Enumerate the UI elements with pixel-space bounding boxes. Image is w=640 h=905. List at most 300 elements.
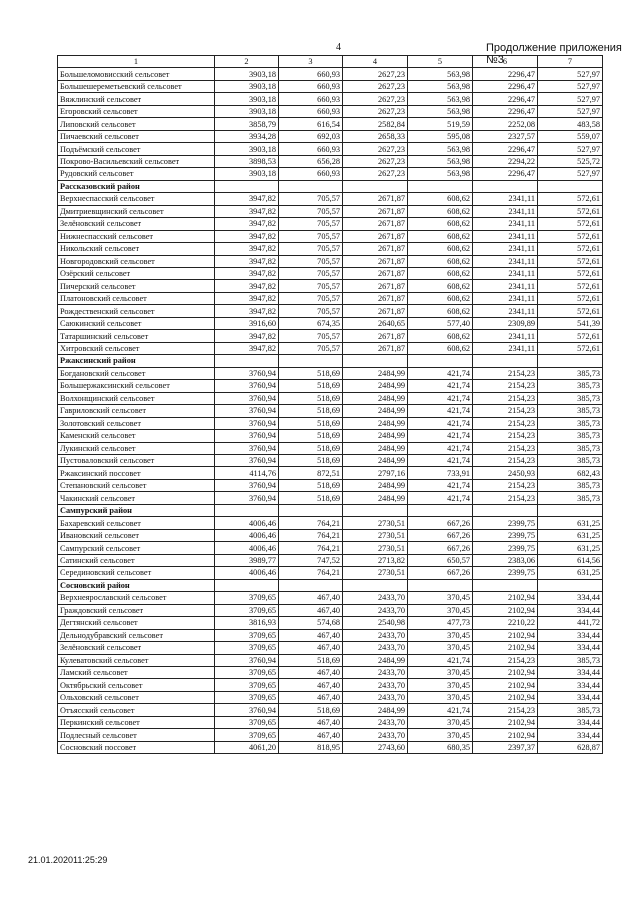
- value-cell: 421,74: [408, 417, 473, 429]
- settlement-name: Сампурский сельсовет: [58, 542, 215, 554]
- district-row: [58, 504, 603, 516]
- value-cell: 527,97: [538, 80, 603, 92]
- value-cell: 2540,98: [343, 617, 408, 629]
- value-cell: 3947,82: [215, 218, 279, 230]
- value-cell: 518,69: [279, 479, 343, 491]
- value-cell: 467,40: [279, 716, 343, 728]
- value-cell: 2154,23: [473, 380, 538, 392]
- value-cell: 764,21: [279, 542, 343, 554]
- value-cell: 2627,23: [343, 105, 408, 117]
- table-row: [58, 330, 603, 342]
- table-row: [58, 679, 603, 691]
- value-cell: 572,61: [538, 218, 603, 230]
- table-row: [58, 642, 603, 654]
- value-cell: 2154,23: [473, 405, 538, 417]
- settlement-name: Бахаревский сельсовет: [58, 517, 215, 529]
- value-cell: 2433,70: [343, 679, 408, 691]
- value-cell: 2341,11: [473, 292, 538, 304]
- value-cell: 2671,87: [343, 205, 408, 217]
- value-cell: 3760,94: [215, 392, 279, 404]
- value-cell: 2433,70: [343, 604, 408, 616]
- value-cell: 527,97: [538, 105, 603, 117]
- value-cell: 3947,82: [215, 305, 279, 317]
- table-body: [58, 68, 603, 754]
- value-cell: 2296,47: [473, 93, 538, 105]
- settlement-name: Большержаксинский сельсовет: [58, 380, 215, 392]
- settlement-name: Октябрьский сельсовет: [58, 679, 215, 691]
- value-cell: 563,98: [408, 143, 473, 155]
- table-row: [58, 417, 603, 429]
- table-row: [58, 592, 603, 604]
- value-cell: 3760,94: [215, 492, 279, 504]
- table-row: [58, 617, 603, 629]
- value-cell: 2154,23: [473, 430, 538, 442]
- value-cell: 2341,11: [473, 230, 538, 242]
- settlement-name: Хитровский сельсовет: [58, 342, 215, 354]
- value-cell: 2102,94: [473, 642, 538, 654]
- value-cell: 660,93: [279, 105, 343, 117]
- table-row: [58, 143, 603, 155]
- value-cell: 2484,99: [343, 380, 408, 392]
- value-cell: 467,40: [279, 604, 343, 616]
- settlement-name: Перкинский сельсовет: [58, 716, 215, 728]
- settlement-name: Ржаксинский поссовет: [58, 467, 215, 479]
- value-cell: 518,69: [279, 367, 343, 379]
- value-cell: 4114,76: [215, 467, 279, 479]
- value-cell: 631,25: [538, 517, 603, 529]
- value-cell: 2341,11: [473, 330, 538, 342]
- value-cell: 705,57: [279, 267, 343, 279]
- table-row: [58, 691, 603, 703]
- value-cell: 3934,28: [215, 130, 279, 142]
- value-cell: 656,28: [279, 155, 343, 167]
- settlement-name: Волхонщинский сельсовет: [58, 392, 215, 404]
- value-cell: 692,03: [279, 130, 343, 142]
- value-cell: 2341,11: [473, 218, 538, 230]
- value-cell: 608,62: [408, 230, 473, 242]
- table-row: [58, 267, 603, 279]
- value-cell: 518,69: [279, 492, 343, 504]
- value-cell: 421,74: [408, 405, 473, 417]
- value-cell: 385,73: [538, 367, 603, 379]
- value-cell: 2327,57: [473, 130, 538, 142]
- value-cell: 421,74: [408, 654, 473, 666]
- district-row: [58, 579, 603, 591]
- settlement-name: Платоновский сельсовет: [58, 292, 215, 304]
- table-row: [58, 305, 603, 317]
- value-cell: 3947,82: [215, 330, 279, 342]
- empty-cell: [343, 504, 408, 516]
- value-cell: 518,69: [279, 654, 343, 666]
- value-cell: 385,73: [538, 392, 603, 404]
- value-cell: 518,69: [279, 455, 343, 467]
- value-cell: 2627,23: [343, 80, 408, 92]
- value-cell: 2730,51: [343, 567, 408, 579]
- value-cell: 2671,87: [343, 193, 408, 205]
- value-cell: 3709,65: [215, 629, 279, 641]
- value-cell: 608,62: [408, 330, 473, 342]
- value-cell: 2484,99: [343, 367, 408, 379]
- table-row: [58, 168, 603, 180]
- value-cell: 705,57: [279, 255, 343, 267]
- table-row: [58, 467, 603, 479]
- value-cell: 660,93: [279, 68, 343, 80]
- value-cell: 2433,70: [343, 629, 408, 641]
- empty-cell: [408, 579, 473, 591]
- value-cell: 421,74: [408, 430, 473, 442]
- settlement-name: Егоровский сельсовет: [58, 105, 215, 117]
- value-cell: 385,73: [538, 654, 603, 666]
- table-row: [58, 317, 603, 329]
- value-cell: 3760,94: [215, 479, 279, 491]
- value-cell: 2671,87: [343, 267, 408, 279]
- settlement-name: Гавриловский сельсовет: [58, 405, 215, 417]
- settlement-name: Покрово-Васильевский сельсовет: [58, 155, 215, 167]
- value-cell: 563,98: [408, 168, 473, 180]
- value-cell: 2154,23: [473, 392, 538, 404]
- settlement-name: Кулеватовский сельсовет: [58, 654, 215, 666]
- value-cell: 628,87: [538, 741, 603, 753]
- appendix-caption: Продолжение приложения №3: [486, 42, 622, 66]
- value-cell: 467,40: [279, 729, 343, 741]
- settlement-name: Степановский сельсовет: [58, 479, 215, 491]
- empty-cell: [343, 180, 408, 192]
- value-cell: 2341,11: [473, 280, 538, 292]
- value-cell: 3903,18: [215, 105, 279, 117]
- value-cell: 608,62: [408, 193, 473, 205]
- value-cell: 385,73: [538, 442, 603, 454]
- value-cell: 2341,11: [473, 205, 538, 217]
- settlement-name: Пустоваловский сельсовет: [58, 455, 215, 467]
- value-cell: 2294,22: [473, 155, 538, 167]
- empty-cell: [408, 504, 473, 516]
- value-cell: 2433,70: [343, 642, 408, 654]
- empty-cell: [215, 355, 279, 367]
- value-cell: 421,74: [408, 380, 473, 392]
- value-cell: 2627,23: [343, 168, 408, 180]
- value-cell: 2399,75: [473, 567, 538, 579]
- value-cell: 4006,46: [215, 567, 279, 579]
- value-cell: 2154,23: [473, 654, 538, 666]
- settlement-name: Пичаевский сельсовет: [58, 130, 215, 142]
- table-row: [58, 442, 603, 454]
- value-cell: 385,73: [538, 492, 603, 504]
- table-row: [58, 604, 603, 616]
- value-cell: 385,73: [538, 479, 603, 491]
- value-cell: 2296,47: [473, 168, 538, 180]
- value-cell: 608,62: [408, 243, 473, 255]
- value-cell: 3989,77: [215, 554, 279, 566]
- value-cell: 2154,23: [473, 479, 538, 491]
- value-cell: 572,61: [538, 205, 603, 217]
- value-cell: 2797,16: [343, 467, 408, 479]
- value-cell: 2627,23: [343, 155, 408, 167]
- settlement-name: Верхнеспасский сельсовет: [58, 193, 215, 205]
- value-cell: 3709,65: [215, 604, 279, 616]
- value-cell: 334,44: [538, 592, 603, 604]
- value-cell: 2484,99: [343, 479, 408, 491]
- value-cell: 650,57: [408, 554, 473, 566]
- value-cell: 608,62: [408, 280, 473, 292]
- value-cell: 2154,23: [473, 417, 538, 429]
- value-cell: 2341,11: [473, 267, 538, 279]
- data-table: [57, 55, 603, 754]
- settlement-name: Граждовский сельсовет: [58, 604, 215, 616]
- value-cell: 733,91: [408, 467, 473, 479]
- value-cell: 3760,94: [215, 417, 279, 429]
- value-cell: 2154,23: [473, 367, 538, 379]
- settlement-name: Ивановский сельсовет: [58, 529, 215, 541]
- table-row: [58, 342, 603, 354]
- value-cell: 2341,11: [473, 305, 538, 317]
- table-row: [58, 255, 603, 267]
- column-header: 2: [215, 56, 279, 68]
- value-cell: 334,44: [538, 666, 603, 678]
- table-row: [58, 741, 603, 753]
- value-cell: 370,45: [408, 666, 473, 678]
- value-cell: 421,74: [408, 479, 473, 491]
- value-cell: 747,52: [279, 554, 343, 566]
- value-cell: 2484,99: [343, 492, 408, 504]
- value-cell: 483,58: [538, 118, 603, 130]
- value-cell: 519,59: [408, 118, 473, 130]
- table-row: [58, 666, 603, 678]
- district-row: [58, 180, 603, 192]
- value-cell: 660,93: [279, 80, 343, 92]
- value-cell: 705,57: [279, 193, 343, 205]
- value-cell: 872,51: [279, 467, 343, 479]
- header-row: [58, 56, 603, 68]
- value-cell: 3760,94: [215, 442, 279, 454]
- value-cell: 3760,94: [215, 367, 279, 379]
- table-row: [58, 193, 603, 205]
- value-cell: 572,61: [538, 280, 603, 292]
- value-cell: 518,69: [279, 417, 343, 429]
- value-cell: 421,74: [408, 704, 473, 716]
- value-cell: 2296,47: [473, 80, 538, 92]
- table-row: [58, 292, 603, 304]
- value-cell: 563,98: [408, 68, 473, 80]
- empty-cell: [279, 504, 343, 516]
- value-cell: 4061,20: [215, 741, 279, 753]
- value-cell: 3947,82: [215, 230, 279, 242]
- empty-cell: [408, 180, 473, 192]
- value-cell: 2102,94: [473, 629, 538, 641]
- column-header: 4: [343, 56, 408, 68]
- value-cell: 3760,94: [215, 405, 279, 417]
- empty-cell: [538, 579, 603, 591]
- settlement-name: Вяжлинский сельсовет: [58, 93, 215, 105]
- district-name: Сампурский район: [58, 504, 215, 516]
- empty-cell: [473, 180, 538, 192]
- table-row: [58, 430, 603, 442]
- table-row: [58, 105, 603, 117]
- value-cell: 2671,87: [343, 280, 408, 292]
- column-header: 6: [473, 56, 538, 68]
- value-cell: 527,97: [538, 93, 603, 105]
- table-row: [58, 392, 603, 404]
- value-cell: 3903,18: [215, 143, 279, 155]
- table-row: [58, 80, 603, 92]
- table-row: [58, 93, 603, 105]
- value-cell: 2450,93: [473, 467, 538, 479]
- value-cell: 2627,23: [343, 143, 408, 155]
- table-row: [58, 380, 603, 392]
- settlement-name: Рождественский сельсовет: [58, 305, 215, 317]
- value-cell: 563,98: [408, 105, 473, 117]
- value-cell: 3858,79: [215, 118, 279, 130]
- value-cell: 608,62: [408, 205, 473, 217]
- value-cell: 764,21: [279, 517, 343, 529]
- value-cell: 2341,11: [473, 255, 538, 267]
- value-cell: 4006,46: [215, 517, 279, 529]
- value-cell: 595,08: [408, 130, 473, 142]
- column-header: 1: [58, 56, 215, 68]
- table-row: [58, 517, 603, 529]
- empty-cell: [538, 355, 603, 367]
- value-cell: 518,69: [279, 380, 343, 392]
- settlement-name: Дмитриевщинский сельсовет: [58, 205, 215, 217]
- value-cell: 2154,23: [473, 492, 538, 504]
- value-cell: 467,40: [279, 592, 343, 604]
- table-row: [58, 567, 603, 579]
- value-cell: 370,45: [408, 592, 473, 604]
- settlement-name: Дельнодубравский сельсовет: [58, 629, 215, 641]
- value-cell: 3709,65: [215, 716, 279, 728]
- value-cell: 660,93: [279, 93, 343, 105]
- value-cell: 2484,99: [343, 455, 408, 467]
- value-cell: 2433,70: [343, 716, 408, 728]
- value-cell: 3760,94: [215, 380, 279, 392]
- value-cell: 616,54: [279, 118, 343, 130]
- value-cell: 764,21: [279, 529, 343, 541]
- district-name: Сосновский район: [58, 579, 215, 591]
- value-cell: 370,45: [408, 729, 473, 741]
- value-cell: 334,44: [538, 691, 603, 703]
- value-cell: 608,62: [408, 305, 473, 317]
- settlement-name: Большеломовисский сельсовет: [58, 68, 215, 80]
- value-cell: 421,74: [408, 455, 473, 467]
- value-cell: 3709,65: [215, 592, 279, 604]
- settlement-name: Серединовский сельсовет: [58, 567, 215, 579]
- value-cell: 334,44: [538, 679, 603, 691]
- value-cell: 2399,75: [473, 517, 538, 529]
- table-row: [58, 716, 603, 728]
- value-cell: 3903,18: [215, 168, 279, 180]
- value-cell: 2102,94: [473, 716, 538, 728]
- value-cell: 3947,82: [215, 243, 279, 255]
- settlement-name: Большешереметьевский сельсовет: [58, 80, 215, 92]
- settlement-name: Подъёмский сельсовет: [58, 143, 215, 155]
- value-cell: 563,98: [408, 80, 473, 92]
- value-cell: 680,35: [408, 741, 473, 753]
- value-cell: 572,61: [538, 267, 603, 279]
- column-header: 5: [408, 56, 473, 68]
- settlement-name: Отъясский сельсовет: [58, 704, 215, 716]
- empty-cell: [473, 504, 538, 516]
- value-cell: 2671,87: [343, 305, 408, 317]
- value-cell: 3947,82: [215, 205, 279, 217]
- value-cell: 3903,18: [215, 80, 279, 92]
- value-cell: 2671,87: [343, 342, 408, 354]
- table-row: [58, 280, 603, 292]
- value-cell: 4006,46: [215, 542, 279, 554]
- value-cell: 674,35: [279, 317, 343, 329]
- value-cell: 518,69: [279, 405, 343, 417]
- settlement-name: Богдановский сельсовет: [58, 367, 215, 379]
- value-cell: 2484,99: [343, 430, 408, 442]
- settlement-name: Подлесный сельсовет: [58, 729, 215, 741]
- value-cell: 667,26: [408, 517, 473, 529]
- value-cell: 572,61: [538, 255, 603, 267]
- settlement-name: Верхнеярославский сельсовет: [58, 592, 215, 604]
- table-row: [58, 542, 603, 554]
- settlement-name: Никольский сельсовет: [58, 243, 215, 255]
- table-row: [58, 529, 603, 541]
- value-cell: 2713,82: [343, 554, 408, 566]
- table-row: [58, 554, 603, 566]
- value-cell: 667,26: [408, 529, 473, 541]
- value-cell: 608,62: [408, 255, 473, 267]
- value-cell: 3816,93: [215, 617, 279, 629]
- empty-cell: [279, 180, 343, 192]
- settlement-name: Нижнеспасский сельсовет: [58, 230, 215, 242]
- value-cell: 370,45: [408, 629, 473, 641]
- value-cell: 572,61: [538, 330, 603, 342]
- value-cell: 527,97: [538, 68, 603, 80]
- value-cell: 385,73: [538, 380, 603, 392]
- column-header: 7: [538, 56, 603, 68]
- table-row: [58, 704, 603, 716]
- value-cell: 3760,94: [215, 704, 279, 716]
- value-cell: 334,44: [538, 642, 603, 654]
- value-cell: 2671,87: [343, 243, 408, 255]
- value-cell: 385,73: [538, 430, 603, 442]
- district-row: [58, 355, 603, 367]
- settlement-name: Сатинский сельсовет: [58, 554, 215, 566]
- value-cell: 660,93: [279, 168, 343, 180]
- value-cell: 660,93: [279, 143, 343, 155]
- value-cell: 3903,18: [215, 93, 279, 105]
- page-number: 4: [336, 42, 341, 53]
- value-cell: 3760,94: [215, 455, 279, 467]
- empty-cell: [538, 180, 603, 192]
- value-cell: 3898,53: [215, 155, 279, 167]
- table-row: [58, 729, 603, 741]
- table-row: [58, 455, 603, 467]
- value-cell: 4006,46: [215, 529, 279, 541]
- value-cell: 682,43: [538, 467, 603, 479]
- settlement-name: Зелёновский сельсовет: [58, 218, 215, 230]
- value-cell: 370,45: [408, 604, 473, 616]
- column-header: 3: [279, 56, 343, 68]
- value-cell: 608,62: [408, 292, 473, 304]
- value-cell: 2484,99: [343, 392, 408, 404]
- value-cell: 3947,82: [215, 255, 279, 267]
- settlement-name: Зелёновский сельсовет: [58, 642, 215, 654]
- value-cell: 467,40: [279, 642, 343, 654]
- empty-cell: [473, 355, 538, 367]
- value-cell: 2399,75: [473, 542, 538, 554]
- value-cell: 3760,94: [215, 430, 279, 442]
- value-cell: 2433,70: [343, 592, 408, 604]
- value-cell: 2296,47: [473, 68, 538, 80]
- table-row: [58, 629, 603, 641]
- value-cell: 705,57: [279, 305, 343, 317]
- value-cell: 2627,23: [343, 68, 408, 80]
- empty-cell: [408, 355, 473, 367]
- value-cell: 2743,60: [343, 741, 408, 753]
